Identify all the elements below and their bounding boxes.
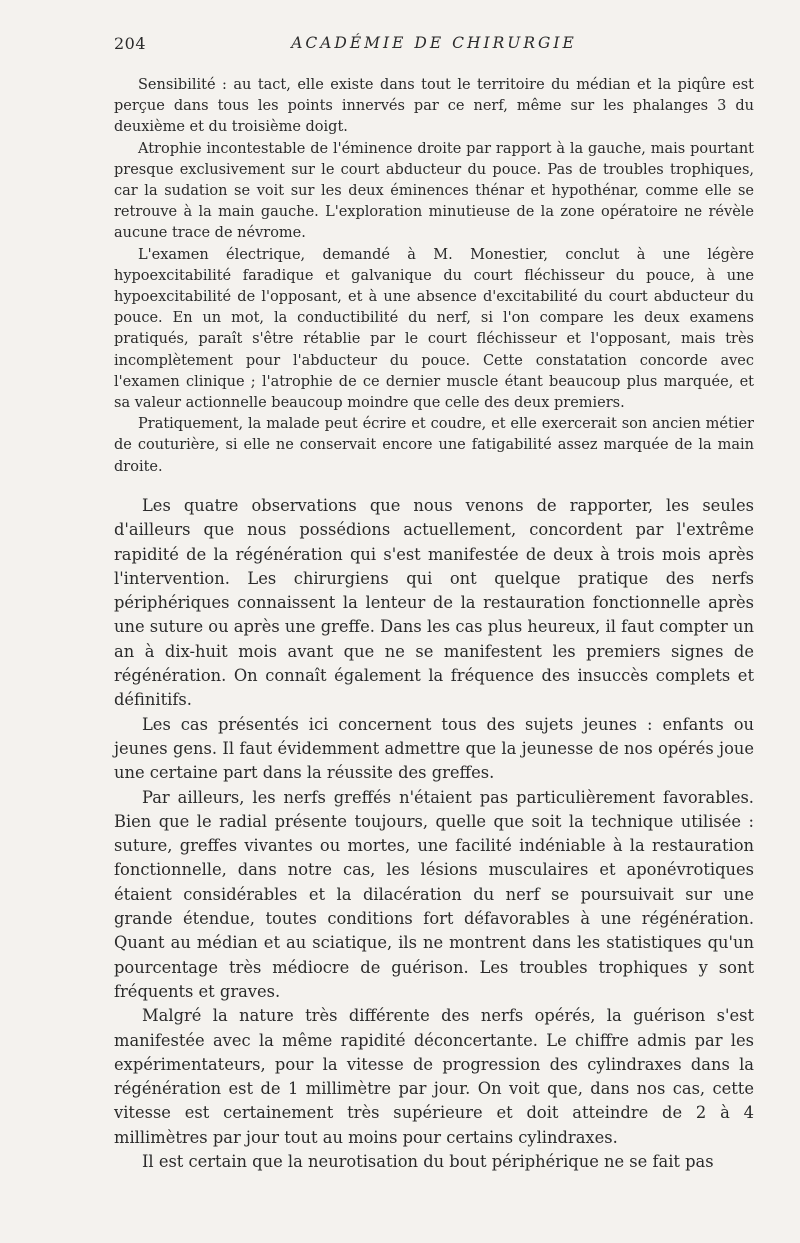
page-number: 204 [114,34,147,53]
discussion-paragraph: Il est certain que la neurotisation du bout périphérique ne se fait pas [142,1152,714,1172]
page-header [114,34,754,56]
case-note-paragraph: Atrophie incontestable de l'éminence droite par rapport à la gauche, mais pourtant presque exclusivement sur le court abducteur du pouce. Pas de troubles trophiques, car la sudation se voit sur les deux éminences thénar et hypothénar, comme elle se retrouve à la main gauche. L'exploration minutieuse de la zone opératoire ne révèle aucune trace de névrome. [114,140,754,242]
case-note-paragraph: Sensibilité : au tact, elle existe dans tout le territoire du médian et la piqûre est perçue dans tous les points innervés par ce nerf, même sur les phalanges 3 du deuxième et du troisième doigt. [114,77,754,136]
running-title: ACADÉMIE DE CHIRURGIE [291,34,577,52]
case-note-paragraph: L'examen électrique, demandé à M. Monestier, conclut à une légère hypoexcitabilité faradique et galvanique du court fléchisseur du pouce, à une hypoexcitabilité de l'opposant, et à une absence d'excitabilité du court abducteur du pouce. En un mot, la conductibilité du nerf, si l'on compare les deux examens pratiqués, paraît s'être rétablie par le court fléchisseur et l'opposant, mais très incomplètement pour l'abducteur du pouce. Cette constatation concorde avec l'examen clinique ; l'atrophie de ce dernier muscle étant beaucoup plus marquée, et sa valeur actionnelle beaucoup moindre que celle des deux premiers. [114,246,754,412]
discussion [114,494,754,1174]
discussion-paragraph: Malgré la nature très différente des nerfs opérés, la guérison s'est manifestée avec la même rapidité déconcertante. Le chiffre admis par les expérimentateurs, pour la vitesse de progression des cylindraxes dans la régénération est de 1 millimètre par jour. On voit que, dans nos cas, cette vitesse est certainement très supérieure et doit atteindre de 2 à 4 millimètres par jour tout au moins pour certains cylindraxes. [114,1006,754,1147]
discussion-paragraph: Les quatre observations que nous venons de rapporter, les seules d'ailleurs que nous possédions actuellement, concordent par l'extrême rapidité de la régénération qui s'est manifestée de deux à trois mois après l'intervention. Les chirurgiens qui ont quelque pratique des nerfs périphériques connaissent la lenteur de la restauration fonctionnelle après une suture ou après une greffe. Dans les cas plus heureux, il faut compter un an à dix-huit mois avant que ne se manifestent les premiers signes de régénération. On connaît également la fréquence des insuccès complets et définitifs. [114,496,754,710]
discussion-paragraph: Par ailleurs, les nerfs greffés n'étaient pas particulièrement favorables. Bien que le radial présente toujours, quelle que soit la technique utilisée : suture, greffes vivantes ou mortes, une facilité indéniable à la restauration fonctionnelle, dans notre cas, les lésions musculaires et aponévrotiques étaient considérables et la dilacération du nerf se poursuivait sur une grande étendue, toutes conditions fort défavorables à une régénération. Quant au médian et au sciatique, ils ne montrent dans les statistiques qu'un pourcentage très médiocre de guérison. Les troubles trophiques y sont fréquents et graves. [114,787,754,1001]
case-note [114,75,754,478]
discussion-paragraph: Les cas présentés ici concernent tous des sujets jeunes : enfants ou jeunes gens. Il faut évidemment admettre que la jeunesse de nos opérés joue une certaine part dans la réussite des greffes. [114,714,754,783]
case-note-paragraph: Pratiquement, la malade peut écrire et coudre, et elle exercerait son ancien métier de couturière, si elle ne conservait encore une fatigabilité assez marquée de la main droite. [114,416,754,475]
